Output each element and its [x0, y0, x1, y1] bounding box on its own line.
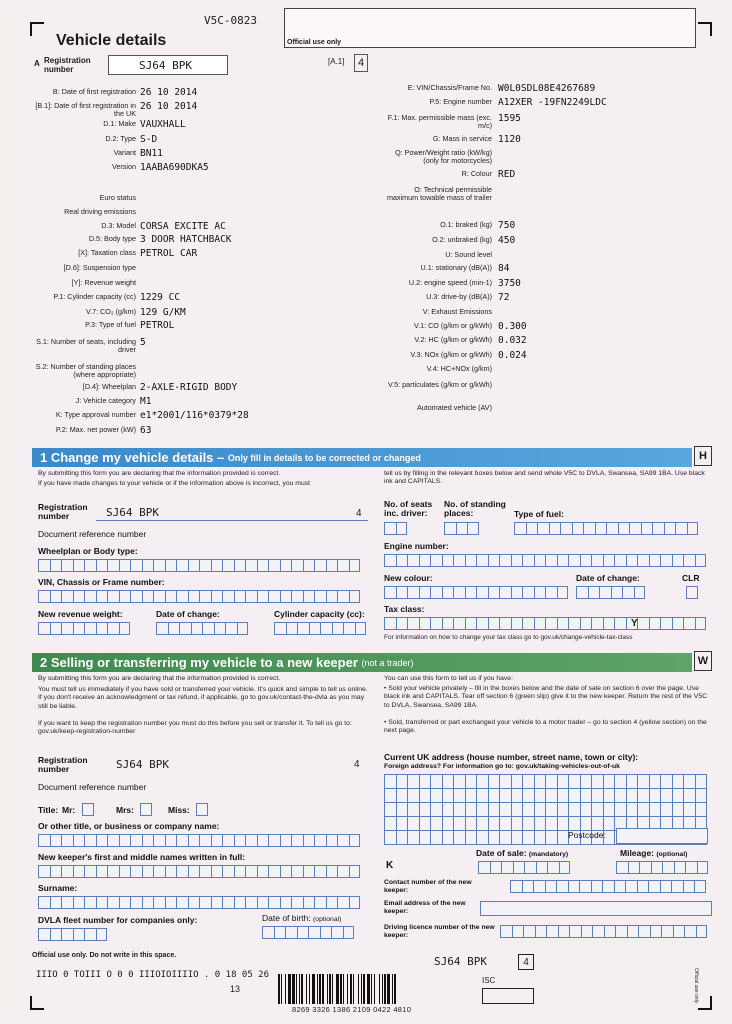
email-input[interactable]: [480, 901, 712, 916]
field-label: P.3: Type of fuel: [85, 320, 136, 329]
field-label: R: Colour: [461, 169, 492, 178]
colour-input[interactable]: [384, 586, 568, 599]
field-label: Driving licence number of the new keeper:: [384, 924, 495, 939]
date-change-input[interactable]: [156, 622, 248, 635]
field-label: [262, 913, 341, 923]
field-label: Registration number: [38, 755, 88, 774]
corner-mark: [30, 22, 44, 36]
isc-box: [482, 988, 534, 1004]
tax-class-input[interactable]: [384, 617, 706, 630]
section-1-banner: 1 Change my vehicle details – Only fill in details to be corrected or changed: [32, 448, 692, 467]
isc-label: ISC: [482, 976, 496, 985]
field-label: [476, 848, 568, 858]
section-2-banner: 2 Selling or transferring my vehicle to a new keeper (not a trader): [32, 653, 692, 672]
sale-date-input[interactable]: [478, 861, 570, 874]
field-label: Tax class:: [384, 604, 425, 614]
vin-input[interactable]: [38, 590, 360, 603]
corner-mark: [30, 996, 44, 1010]
field-label: VIN, Chassis or Frame number:: [38, 577, 165, 587]
field-value: PETROL CAR: [140, 248, 198, 259]
mr-checkbox[interactable]: [82, 803, 94, 816]
field-label: O.1: braked (kg): [440, 220, 492, 229]
field-label: Contact number of the new keeper:: [384, 879, 472, 894]
field-value: e1*2001/116*0379*28: [140, 410, 249, 421]
field-label: G: Mass in service: [432, 134, 492, 143]
footer-digit: 4: [518, 954, 534, 970]
field-value: 1AABA690DKA5: [140, 162, 209, 173]
field-label: No. of seats inc. driver:: [384, 499, 433, 518]
field-value: 72: [498, 292, 510, 303]
field-value: M1: [140, 396, 152, 407]
field-value: S-D: [140, 134, 158, 145]
field-code: A: [34, 59, 40, 68]
revenue-weight-input[interactable]: [38, 622, 130, 635]
field-label: Registration number: [38, 502, 88, 521]
field-value: VAUXHALL: [140, 119, 186, 130]
names-input[interactable]: [38, 865, 360, 878]
field-label: O.2: unbraked (kg): [432, 235, 492, 244]
field-value: 750: [498, 220, 516, 231]
field-value: CORSA EXCITE AC: [140, 221, 226, 232]
section-letter: W: [694, 651, 712, 671]
declaration: By submitting this form you are declaring that the information provided is correct.: [38, 675, 281, 682]
field-label: V: Exhaust Emissions: [422, 307, 492, 316]
instructions: You must tell us immediately if you have sold or transferred your vehicle. It's quick and simple to tell us online. If you don't receive an acknowledgment or tax refund, if applicable, go to gov.uk/contact-the-dvla as you may still be liable.: [38, 686, 368, 710]
field-value: 0.300: [498, 321, 527, 332]
seats-input[interactable]: [384, 522, 407, 535]
field-label: P.2: Max. net power (kW): [55, 425, 136, 434]
field-label: Foreign address? For information go to: gov.uk/taking-vehicles-out-of-uk: [384, 763, 620, 770]
reg-value: SJ64 BPK: [108, 55, 228, 75]
page-title: Vehicle details: [56, 32, 167, 49]
form-code: V5C-0823: [204, 14, 257, 27]
standing-input[interactable]: [444, 522, 479, 535]
field-label: Automated vehicle (AV): [417, 403, 492, 412]
field-label: [D.6]: Suspension type: [63, 263, 136, 272]
field-value: 0.032: [498, 335, 527, 346]
field-label: New keeper's first and middle names written in full:: [38, 852, 246, 862]
instructions: • Sold your vehicle privately – fill in the boxes below and the date of sale on section 6 over the page. Use black ink and CAPITALS. Tear off section 6 (green slip) give it to the new keeper. Return the rest of the V5C to DVLA, Swansea, SA99 1BA.: [384, 685, 708, 709]
field-label: P.1: Cylinder capacity (cc): [53, 292, 136, 301]
miss-checkbox[interactable]: [196, 803, 208, 816]
divider: [96, 520, 368, 521]
mileage-input[interactable]: [616, 861, 708, 874]
field-value: 1120: [498, 134, 521, 145]
corner-mark: [698, 22, 712, 36]
field-label: Engine number:: [384, 541, 449, 551]
official-number: 13: [230, 984, 241, 994]
field-value: PETROL: [140, 320, 175, 331]
dob-input[interactable]: [262, 926, 354, 939]
field-label: E: VIN/Chassis/Frame No.: [407, 83, 492, 92]
field-label: Mrs:: [116, 805, 134, 815]
field-label: S.1: Number of seats, including driver: [36, 337, 136, 354]
field-label: Real driving emissions: [64, 207, 136, 216]
reg-value: SJ64 BPK: [106, 506, 159, 519]
field-label: New revenue weight:: [38, 609, 123, 619]
field-label: Title:: [38, 805, 59, 815]
wheelplan-input[interactable]: [38, 559, 360, 572]
field-value: 3750: [498, 278, 521, 289]
optional-note: (optional): [656, 851, 688, 858]
field-label: Q: Power/Weight ratio (kW/kg) (only for motorcycles): [395, 148, 492, 165]
field-label: [D.4]: Wheelplan: [82, 382, 136, 391]
field-value: RED: [498, 169, 516, 180]
field-label: B: Date of first registration: [52, 87, 136, 96]
footer-reg: SJ64 BPK: [434, 955, 487, 968]
field-label: Mr:: [62, 805, 76, 815]
field-value: 3 DOOR HATCHBACK: [140, 234, 232, 245]
other-title-input[interactable]: [38, 834, 360, 847]
field-label: D.5: Body type: [88, 234, 136, 243]
instructions: tell us by filling in the relevant boxes below and send whole V5C to DVLA, Swansea, SA99 1BA. Use black ink and CAPITALS.: [384, 470, 705, 486]
field-label: Type of fuel:: [514, 509, 564, 519]
optional-note: (optional): [313, 916, 342, 923]
field-label: Current UK address (house number, street name, town or city):: [384, 752, 639, 762]
instructions: If you want to keep the registration number you must do this before you sell or transfer it. To tell us go to: gov.uk/keep-registration-number: [38, 720, 352, 736]
field-label: Document reference number: [38, 782, 147, 792]
licence-input[interactable]: [500, 925, 707, 938]
field-label: Variant: [113, 148, 136, 157]
official-use-box: Official use only: [284, 8, 696, 48]
field-label: [B.1]: Date of first registration in the UK: [35, 101, 136, 118]
field-value: BN11: [140, 148, 163, 159]
field-label: V.3: NOx (g/km or g/kWh): [410, 350, 492, 359]
section-letter: H: [694, 446, 712, 466]
barcode-number: 8269 3326 1386 2109 0422 4810: [292, 1005, 412, 1014]
side-note: Official use only: [693, 968, 699, 1004]
field-label: V.2: HC (g/km or g/kWh): [414, 335, 492, 344]
fleet-input[interactable]: [38, 928, 107, 941]
mandatory-note: (mandatory): [528, 851, 569, 858]
field-value: 84: [498, 263, 510, 274]
field-label: [620, 848, 687, 858]
instructions: If you have made changes to your vehicle or if the information above is incorrect, you must: [38, 480, 311, 487]
tax-info: For information on how to change your tax class go to gov.uk/change-vehicle-tax-class: [384, 634, 633, 641]
engine-input[interactable]: [384, 554, 706, 567]
field-label: V.4: HC+NOx (g/km): [426, 364, 492, 373]
postcode-input[interactable]: [616, 828, 708, 844]
declaration: By submitting this form you are declaring that the information provided is correct.: [38, 470, 281, 477]
field-label: D.1: Make: [103, 119, 136, 128]
field-label: Miss:: [168, 805, 190, 815]
field-label: Version: [112, 162, 136, 171]
corner-mark: [698, 996, 712, 1010]
field-label: V.7: CO₂ (g/km): [85, 307, 136, 316]
field-label: Date of change:: [576, 573, 640, 583]
field-label: Euro status: [99, 193, 136, 202]
field-label: New colour:: [384, 573, 433, 583]
reg-label: Registration number: [44, 56, 91, 74]
field-value: W0L0SDL08E4267689: [498, 83, 596, 94]
field-label: No. of standing places:: [444, 499, 506, 518]
reg-digit: 4: [354, 759, 360, 770]
mileage-label: Mileage:: [620, 848, 655, 858]
field-value: 450: [498, 235, 516, 246]
surname-input[interactable]: [38, 896, 360, 909]
field-label: DVLA fleet number for companies only:: [38, 915, 198, 925]
field-label: Cylinder capacity (cc):: [274, 609, 365, 619]
instructions: You can use this form to tell us if you have:: [384, 675, 513, 682]
field-label: P.5: Engine number: [429, 97, 492, 106]
field-label: Date of change:: [156, 609, 220, 619]
field-value: 2-AXLE-RIGID BODY: [140, 382, 238, 393]
field-value: 26 10 2014: [140, 101, 198, 112]
field-label: V.5: particulates (g/km or g/kWh): [388, 380, 492, 389]
tax-y: Y: [631, 618, 638, 629]
field-label: S.2: Number of standing places (where appropriate): [35, 362, 136, 379]
field-label: Surname:: [38, 883, 78, 893]
fuel-input[interactable]: [514, 522, 698, 535]
contact-input[interactable]: [510, 880, 706, 893]
field-value: A12XER -19FN2249LDC: [498, 97, 607, 108]
field-label: Postcode:: [568, 830, 606, 840]
field-label: U.3: drive-by (dB(A)): [426, 292, 492, 301]
field-label: J: Vehicle category: [75, 396, 136, 405]
field-label: O: Technical permissible maximum towable mass of trailer: [386, 185, 492, 202]
field-value: 1229 CC: [140, 292, 181, 303]
field-label: U.1: stationary (dB(A)): [420, 263, 492, 272]
field-label: Or other title, or business or company name:: [38, 821, 220, 831]
v5c-form: [16, 8, 718, 1018]
field-label: [Y]: Revenue weight: [71, 278, 136, 287]
sale-date-label: Date of sale:: [476, 848, 527, 858]
field-label: Document reference number: [38, 529, 147, 539]
clr-input[interactable]: [686, 586, 698, 599]
cylinder-input[interactable]: [274, 622, 366, 635]
field-label: K: Type approval number: [55, 410, 136, 419]
field-value: 129 G/KM: [140, 307, 186, 318]
barcode: [278, 974, 474, 1004]
field-value: 26 10 2014: [140, 87, 198, 98]
reg-digit: 4: [354, 54, 368, 72]
field-value: 0.024: [498, 350, 527, 361]
instructions: • Sold, transferred or part exchanged your vehicle to a motor trader – go to section 4 (yellow section) on the next page.: [384, 719, 707, 735]
field-label: D.2: Type: [105, 134, 136, 143]
field-value: 63: [140, 425, 152, 436]
field-label: Wheelplan or Body type:: [38, 546, 138, 556]
reg-digit: 4: [356, 508, 362, 519]
field-label: U.2: engine speed (min-1): [408, 278, 492, 287]
k-marker: K: [386, 860, 394, 871]
mrs-checkbox[interactable]: [140, 803, 152, 816]
field-label: U: Sound level: [445, 250, 492, 259]
field-value: 5: [140, 337, 146, 348]
field-label: CLR: [682, 573, 700, 583]
official-code: IIIO 0 TOIII O 0 0 IIIOIOIIIIO . 0 18 05 26: [36, 970, 269, 980]
field-value: 1595: [498, 113, 521, 124]
field-label: [X]: Taxation class: [78, 248, 136, 257]
official-note: Official use only. Do not write in this space.: [32, 952, 177, 959]
field-label: F.1: Max. permissible mass (exc. m/c): [387, 113, 492, 130]
field-label: V.1: CO (g/km or g/kWh): [413, 321, 492, 330]
reg-value: SJ64 BPK: [116, 758, 169, 771]
colour-date-input[interactable]: [576, 586, 645, 599]
field-label: D.3: Model: [101, 221, 136, 230]
field-label: Email address of the new keeper:: [384, 900, 466, 915]
field-code: [A.1]: [328, 57, 345, 66]
dob-label: Date of birth:: [262, 913, 311, 923]
